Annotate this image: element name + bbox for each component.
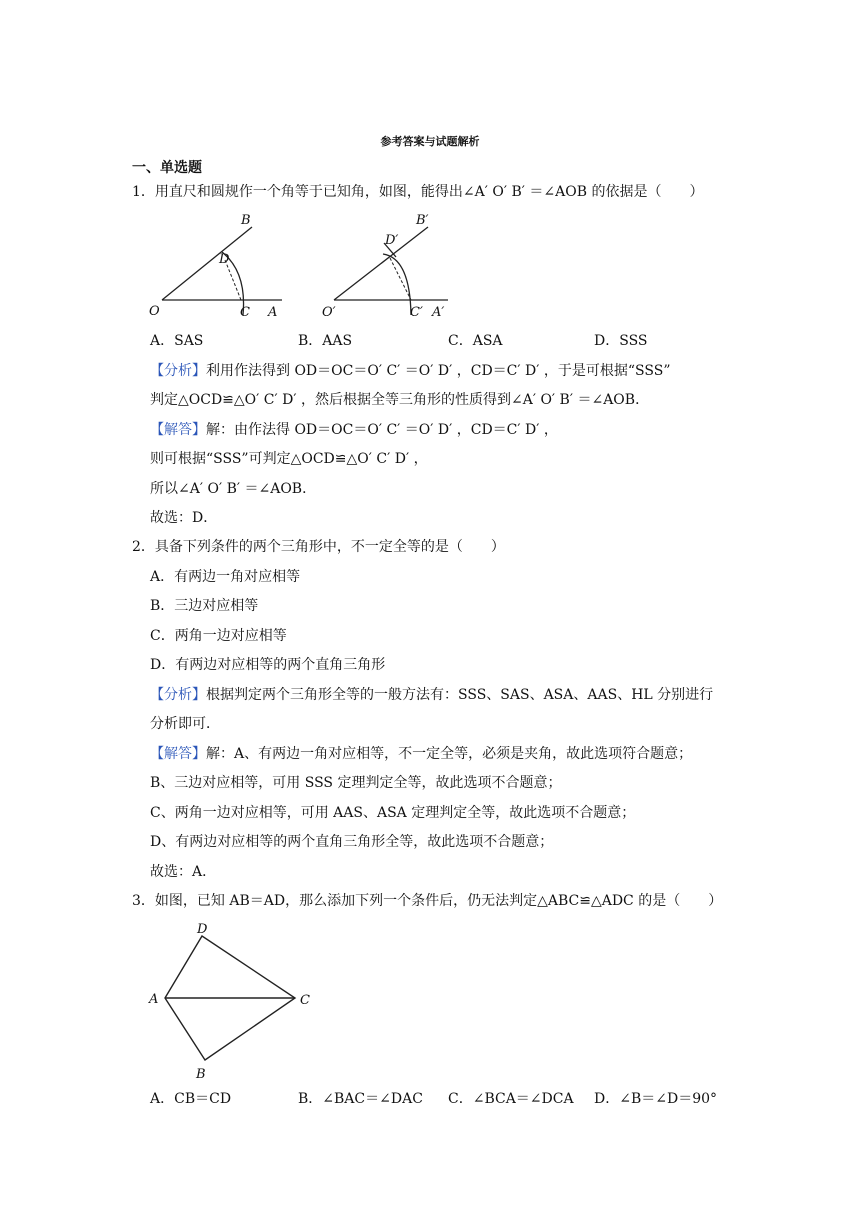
- fig1-label-b: B: [241, 213, 251, 228]
- q3-label-a: A: [149, 992, 159, 1007]
- q1-analysis-line-1: 【分析】利用作法得到 OD＝OC＝O′ C′ ＝O′ D′ ，CD＝C′ D′ ，于是可根据“SSS”: [150, 363, 671, 379]
- q2-answer-line-5: 故选：A．: [150, 864, 217, 880]
- q3-option-b: B．∠BAC＝∠DAC: [298, 1091, 423, 1107]
- q2-option-b: B．三边对应相等: [150, 598, 259, 614]
- q3-option-c: C．∠BCA＝∠DCA: [448, 1091, 574, 1107]
- q1-option-d: D．SSS: [594, 333, 648, 349]
- q2-option-d: D．有两边对应相等的两个直角三角形: [150, 657, 386, 673]
- q3-label-d: D: [197, 922, 208, 937]
- q3-stem: 3．如图，已知 AB＝AD，那么添加下列一个条件后，仍无法判定△ABC≌△ADC 的是（ ）: [132, 893, 723, 909]
- fig2-label-d: D′: [385, 233, 399, 248]
- q1-answer-line-3: 所以∠A′ O′ B′ ＝∠AOB．: [150, 481, 317, 497]
- q1-answer-line-2: 则可根据“SSS”可判定△OCD≌△O′ C′ D′ ，: [150, 451, 428, 467]
- fig2-label-c: C′: [410, 305, 423, 320]
- fig2-label-b: B′: [416, 213, 429, 228]
- section-heading: 一、单选题: [132, 160, 202, 176]
- q2-analysis-tag: 【分析】: [150, 687, 206, 703]
- q2-answer-line-3: C、两角一边对应相等，可用 AAS、ASA 定理判定全等，故此选项不合题意；: [150, 805, 636, 821]
- page-title: 参考答案与试题解析: [380, 135, 480, 148]
- q1-answer-line-4: 故选：D．: [150, 510, 218, 526]
- fig1-label-d: D: [219, 252, 230, 267]
- q1-figure-constructed: [322, 213, 448, 320]
- q2-answer-tag: 【解答】: [150, 746, 206, 762]
- q2-answer-line-1: 【解答】解：A、有两边一角对应相等，不一定全等，必须是夹角，故此选项符合题意；: [150, 746, 693, 762]
- q1-figure-original: [149, 213, 282, 320]
- q2-analysis-line-1: 【分析】根据判定两个三角形全等的一般方法有：SSS、SAS、ASA、AAS、HL 分别进行: [150, 687, 714, 703]
- q2-answer-line-4: D、有两边对应相等的两个直角三角形全等，故此选项不合题意；: [150, 834, 554, 850]
- q1-option-b: B．AAS: [298, 333, 353, 349]
- q2-analysis-line-2: 分析即可．: [150, 716, 220, 732]
- q1-option-a: A．SAS: [150, 333, 204, 349]
- q3-label-c: C: [300, 993, 310, 1008]
- q2-answer-line-2: B、三边对应相等，可用 SSS 定理判定全等，故此选项不合题意；: [150, 775, 562, 791]
- q3-label-b: B: [196, 1067, 206, 1082]
- q3-option-d: D．∠B＝∠D＝90°: [594, 1091, 718, 1107]
- fig1-label-a: A: [268, 305, 278, 320]
- q1-figures: [140, 210, 470, 325]
- q1-analysis-line-2: 判定△OCD≌△O′ C′ D′ ，然后根据全等三角形的性质得到∠A′ O′ B′ ＝∠AOB．: [150, 392, 650, 408]
- q1-answer-tag: 【解答】: [150, 422, 206, 438]
- q3-option-a: A．CB＝CD: [150, 1091, 232, 1107]
- q1-analysis-tag: 【分析】: [150, 363, 206, 379]
- fig1-label-c: C: [240, 305, 250, 320]
- fig2-label-o: O′: [322, 305, 336, 320]
- q1-answer-line-1: 【解答】解：由作法得 OD＝OC＝O′ C′ ＝O′ D′ ，CD＝C′ D′ ，: [150, 422, 558, 438]
- q2-option-c: C．两角一边对应相等: [150, 628, 287, 644]
- q3-figure: [140, 915, 330, 1085]
- q1-stem: 1．用直尺和圆规作一个角等于已知角，如图，能得出∠A′ O′ B′ ＝∠AOB 的依据是（ ）: [132, 184, 704, 200]
- fig2-label-a: A′: [432, 305, 445, 320]
- q1-option-c: C．ASA: [448, 333, 503, 349]
- q2-stem: 2．具备下列条件的两个三角形中，不一定全等的是（ ）: [132, 539, 505, 555]
- fig1-label-o: O: [149, 304, 160, 319]
- q2-option-a: A．有两边一角对应相等: [150, 569, 301, 585]
